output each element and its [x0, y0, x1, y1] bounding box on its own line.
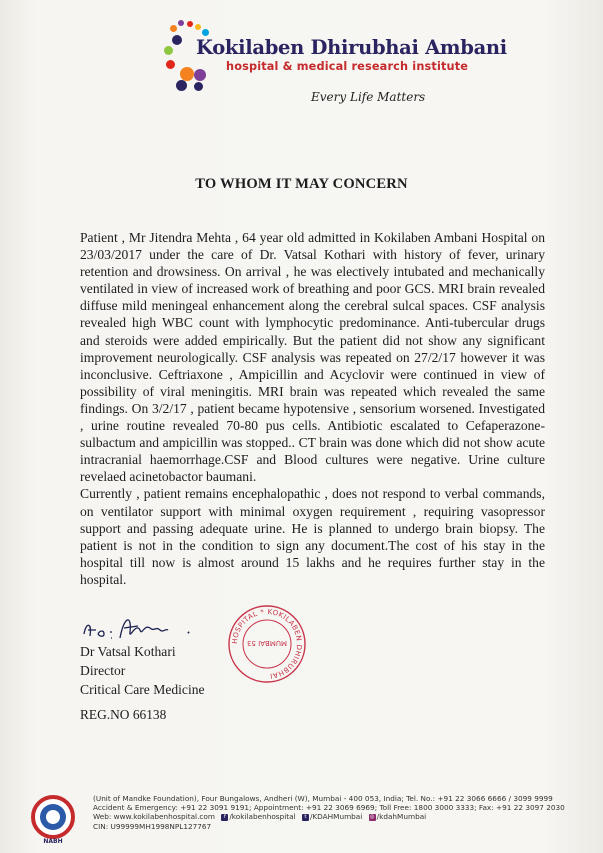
facebook-icon: f — [221, 814, 228, 821]
footer-contact — [93, 794, 565, 831]
footer-instagram[interactable]: /kdahMumbai — [376, 812, 427, 822]
body-paragraph: Patient , Mr Jitendra Mehta , 64 year old admitted in Kokilaben Ambani Hospital on 23/03/2017 under the care of Dr. Vatsal Kothari with history of fever, urinary retention and drowsiness. On arrival , he was electively intubated and mechanically ventilated in view of increased work of breathing and poor GCS. MRI brain revealed diffuse mild meningeal enhancement along the cerebral sulcal spaces. CSF analysis revealed high WBC count with lymphocytic predominance. Anti-tubercular drugs and steroids were added empirically. But the patient did not show any significant improvement neurologically. CSF analysis was repeated on 27/2/17 however it was inconclusive. Ceftriaxone , Ampicillin and Acyclovir were continued in view of possibility of viral meningitis. MRI brain was repeated which revealed the same findings. On 3/2/17 , patient became hypotensive , sensorium worsened. Investigated , urine routine revealed 70-80 pus cells. Antibiotic escalated to Cefaperazone-sulbactum and ampicillin was stopped.. CT brain was done which did not show acute intracranial haemorrhage.CSF and Blood cultures were negative. Urine culture revelaed acinetobactor baumani. — [80, 230, 545, 485]
footer-facebook[interactable]: /kokilabenhospital — [229, 812, 296, 822]
hospital-name: Kokilaben Dhirubhai Ambani — [196, 36, 507, 59]
footer-twitter[interactable]: /KDAHMumbai — [309, 812, 363, 822]
body-paragraph: Currently , patient remains encephalopathic , does not respond to verbal commands, on ventilator support with minimal oxygen requirement , requiring vasopressor support and passing adequate urine. He is planned to undergo brain biopsy. The patient is not in the condition to sign any document.The cost of his stay in the hospital till now is almost around 15 lakhs and he requires further stay in the hospital. — [80, 486, 545, 587]
footer-web-social — [93, 812, 565, 821]
signatory-department: Critical Care Medicine — [80, 682, 205, 697]
stamp-center-text: MUMBAI 53 — [247, 639, 287, 647]
footer-website[interactable]: Web: www.kokilabenhospital.com — [93, 812, 215, 822]
hospital-stamp — [222, 604, 312, 684]
signatory-name: Dr Vatsal Kothari — [80, 644, 176, 659]
signature-block — [80, 642, 205, 699]
footer-phones: Accident & Emergency: +91 22 3091 9191; Appointment: +91 22 3069 6969; Toll Free: 1800 3000 3333; Fax: +91 22 3097 2030 — [93, 803, 565, 813]
registration-number: REG.NO 66138 — [80, 707, 167, 722]
instagram-icon: ◎ — [369, 813, 375, 820]
letter-heading: TO WHOM IT MAY CONCERN — [195, 176, 408, 192]
nabh-badge-icon — [27, 793, 83, 845]
nabh-label: NABH — [43, 838, 63, 845]
twitter-icon: t — [302, 814, 309, 821]
footer-cin: CIN: U99999MH1998NPL127767 — [93, 821, 212, 831]
handwritten-signature — [80, 612, 200, 646]
hospital-tagline: Every Life Matters — [311, 90, 426, 104]
signatory-title: Director — [80, 663, 126, 678]
hospital-subtitle: hospital & medical research institute — [226, 60, 469, 73]
footer-address: (Unit of Mandke Foundation), Four Bungalows, Andheri (W), Mumbai - 400 053, India; Tel. No.: +91 22 3066 6666 / 3099 9999 — [93, 794, 553, 803]
stamp-ring-text: HOSPITAL * KOKILABEN DHIRUBHAI — [230, 607, 304, 680]
letter-body — [80, 229, 545, 588]
